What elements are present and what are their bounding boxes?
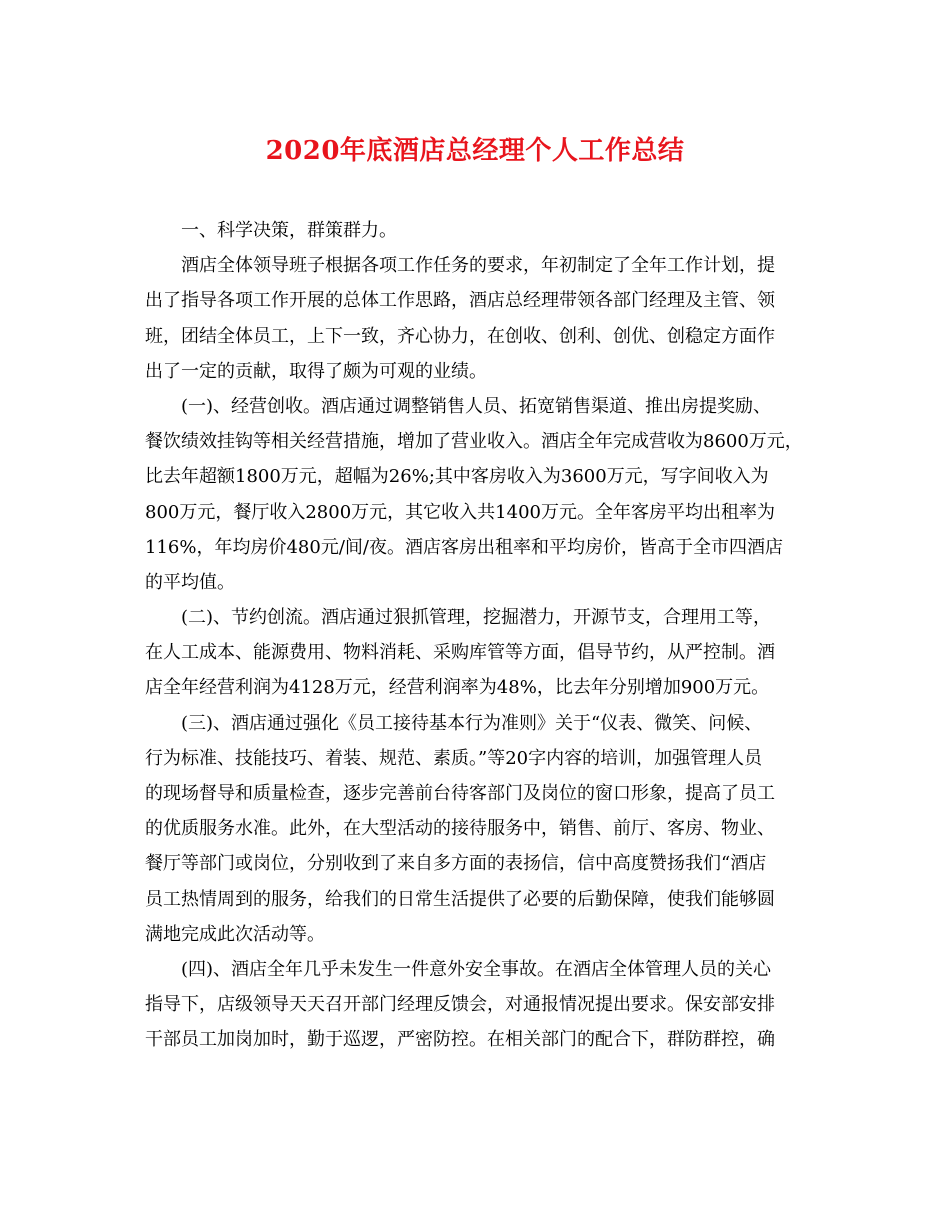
text-line: 餐饮绩效挂钩等相关经营措施，增加了营业收入。酒店全年完成营收为8600万元， — [145, 431, 803, 453]
text-line: (三)、酒店通过强化《员工接待基本行为准则》关于“仪表、微笑、问候、 — [181, 712, 763, 734]
text-line: (一)、经营创收。酒店通过调整销售人员、拓宽销售渠道、推出房提奖励、 — [181, 395, 772, 417]
text-line: (二)、节约创流。酒店通过狠抓管理，挖掘潜力，开源节支，合理用工等， — [181, 607, 772, 629]
text-line: 出了一定的贡献，取得了颇为可观的业绩。 — [145, 360, 487, 382]
text-line: 班，团结全体员工，上下一致，齐心协力，在创收、创利、创优、创稳定方面作 — [145, 325, 775, 347]
text-line: 满地完成此次活动等。 — [145, 923, 325, 945]
text-line: 行为标准、技能技巧、着装、规范、素质。”等20字内容的培训，加强管理人员 — [145, 747, 763, 769]
text-line: 800万元，餐厅收入2800万元，其它收入共1400万元。全年客房平均出租率为 — [145, 501, 775, 523]
text-line: 116%，年均房价480元/间/夜。酒店客房出租率和平均房价，皆高于全市四酒店 — [145, 536, 783, 558]
text-line: 店全年经营利润为4128万元，经营利润率为48%，比去年分别增加900万元。 — [145, 677, 770, 699]
text-line: 的优质服务水准。此外，在大型活动的接待服务中，销售、前厅、客房、物业、 — [145, 818, 775, 840]
text-line: 一、科学决策，群策群力。 — [181, 220, 397, 241]
text-line: 指导下，店级领导天天召开部门经理反馈会，对通报情况提出要求。保安部安排 — [145, 994, 775, 1016]
document-title: 2020年底酒店总经理个人工作总结 — [265, 136, 685, 166]
text-line: 干部员工加岗加时，勤于巡逻，严密防控。在相关部门的配合下，群防群控，确 — [145, 1029, 775, 1051]
text-line: 出了指导各项工作开展的总体工作思路，酒店总经理带领各部门经理及主管、领 — [145, 290, 775, 312]
document-body — [145, 213, 805, 1058]
text-line: 在人工成本、能源费用、物料消耗、采购库管等方面，倡导节约，从严控制。酒 — [145, 642, 775, 664]
text-line: 员工热情周到的服务，给我们的日常生活提供了必要的后勤保障，使我们能够圆 — [145, 888, 775, 910]
text-line: (四)、酒店全年几乎未发生一件意外安全事故。在酒店全体管理人员的关心 — [181, 958, 772, 980]
text-line: 比去年超额1800万元，超幅为26%;其中客房收入为3600万元，写字间收入为 — [145, 466, 769, 488]
text-line: 餐厅等部门或岗位，分别收到了来自多方面的表扬信，信中高度赞扬我们“酒店 — [145, 853, 767, 875]
text-line: 酒店全体领导班子根据各项工作任务的要求，年初制定了全年工作计划，提 — [181, 255, 775, 277]
text-line: 的平均值。 — [145, 571, 235, 593]
text-line: 的现场督导和质量检查，逐步完善前台待客部门及岗位的窗口形象，提高了员工 — [145, 783, 775, 804]
